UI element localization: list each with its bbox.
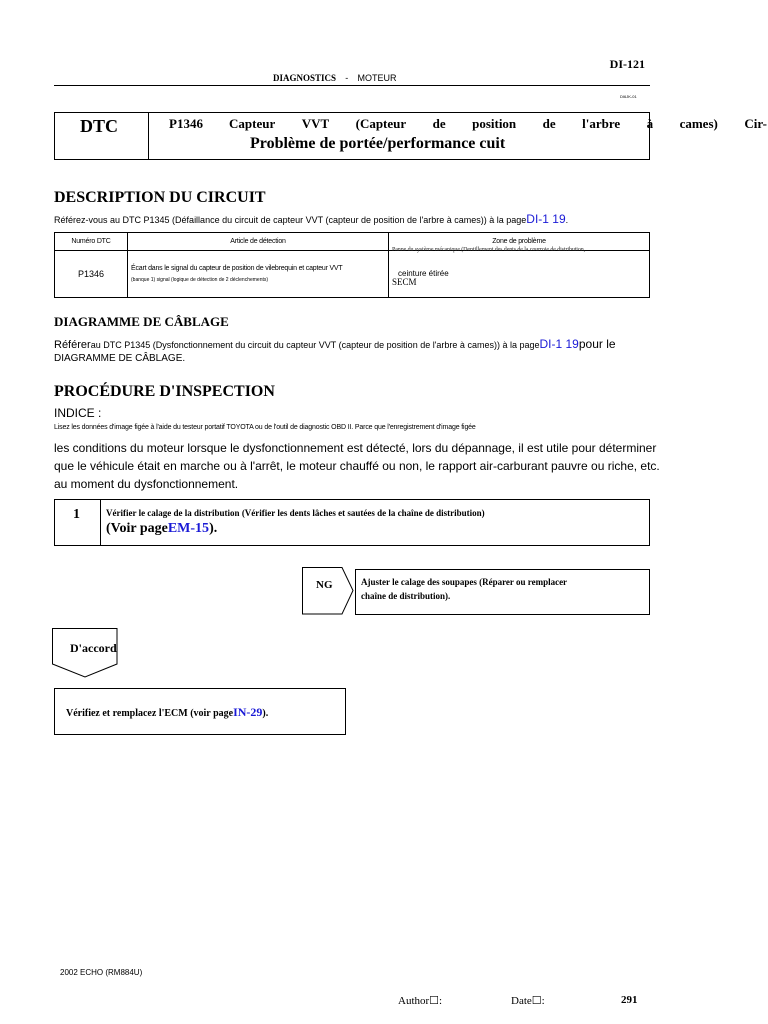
indice-label: INDICE : [54,406,102,420]
step1-link[interactable]: EM-15 [167,521,210,536]
paragraph-line: les conditions du moteur lorsque le dysfonctionnement est détecté, lors du dépannage, il est utile pour déterminer [54,441,657,455]
final-suffix: ). [262,708,269,719]
table-header: Zone de problème [389,233,650,251]
step1-line1: Vérifier le calage de la distribution (Vérifier les dents lâches et sautées de la chaîne de distribution) [106,508,485,518]
final-prefix: Vérifiez et remplacez l'ECM (voir page [66,708,234,719]
indice-small-note: Lisez les données d'image figée à l'aide du testeur portatif TOYOTA ou de l'outil de diagnostic OBD II. Parce que l'enregistrement d'image figée [54,424,476,431]
final-link[interactable]: IN-29 [233,705,263,719]
zone-line1: Panne du système mécanique (Dentillement des dents de la courroie de distribution, [392,247,586,253]
inspection-heading: PROCÉDURE D'INSPECTION [54,383,275,400]
ng-action-line2: chaîne de distribution). [361,591,451,601]
ok-label: D'accord [70,641,117,655]
wiring-text-start: Référer [54,339,91,351]
paragraph-line: au moment du dysfonctionnement. [54,477,239,491]
detection-line1: Écart dans le signal du capteur de position de vilebrequin et capteur VVT [131,265,343,272]
table-row [55,251,650,298]
step1-suffix: ). [209,521,218,536]
ng-action-line1: Ajuster le calage des soupapes (Réparer ou remplacer [361,577,568,587]
dtc-code: P1346 [169,116,203,131]
dtc-title-word: l'arbre [582,116,621,131]
circuit-heading: DESCRIPTION DU CIRCUIT [54,189,266,206]
page-code: DI-121 [609,57,645,71]
step1-line2 [106,521,217,537]
dtc-divider [148,112,149,160]
footer-date: Date☐: [511,995,545,1007]
footer-page-number: 291 [621,994,638,1006]
table-cell-detection [128,251,389,298]
dtc-title-word: Cir- [744,116,767,131]
footer-author: Author☐: [398,995,443,1007]
ng-arrow-shape [302,567,354,615]
dtc-title-word: cames) [679,116,718,131]
circuit-ref-text: Référez-vous au DTC P1345 (Défaillance du circuit de capteur VVT (capteur de position de l'arbre à cames)) à la page [54,215,527,225]
zone-line3: SECM [392,277,417,287]
dtc-label: DTC [80,116,119,136]
table-cell-zone [389,247,650,298]
wiring-line2: DIAGRAMME DE CÂBLAGE. [54,353,186,364]
step1-number: 1 [73,507,80,522]
paragraph-line: que le véhicule était en marche ou à l'arrêt, le moteur chauffé ou non, le rapport air-carburant pauvre ou riche, etc. [54,459,660,473]
wiring-ref-link[interactable]: DI-1 19 [539,337,579,351]
step1-divider [100,499,101,546]
wiring-reference [54,337,616,351]
header-rule [54,85,650,86]
dtc-title-line2: Problème de portée/performance cuit [250,135,506,152]
dtc-title-line1 [229,116,767,132]
table-cell-code: P1346 [55,251,128,298]
dtc-title-word: VVT [301,116,330,131]
wiring-text-mid: au DTC P1345 (Dysfonctionnement du circuit du capteur VVT (capteur de position de l'arbre à cames)) à la page [90,340,540,350]
final-step-text [66,705,268,720]
wiring-heading: DIAGRAMME DE CÂBLAGE [54,314,229,329]
section-label: DIAGNOSTICS [273,73,337,83]
step1-voir: (Voir page [106,521,168,536]
indice-paragraph [54,439,660,493]
header-separator: - [345,73,349,83]
footer-model: 2002 ECHO (RM884U) [60,968,143,977]
detection-line2: (banque 1) signal (logique de détection de 2 déclenchements) [131,277,269,283]
doc-small-code: DI6JK-01 [620,94,637,99]
dtc-title-word: position [472,116,517,131]
dtc-title-word: à [646,116,654,131]
circuit-reference [54,212,568,226]
circuit-ref-end: . [565,215,569,225]
circuit-ref-link[interactable]: DI-1 19 [526,212,566,226]
dtc-title-word: de [432,116,446,131]
dtc-table [54,232,650,298]
dtc-title-word: Capteur [229,116,276,131]
zone-line2: ceinture étirée [398,269,449,278]
table-header: Article de détection [128,233,389,251]
subsection-label: MOTEUR [357,73,397,83]
ng-label: NG [316,579,333,591]
dtc-title-word: (Capteur [355,116,407,131]
dtc-title-word: de [542,116,556,131]
table-header: Numéro DTC [55,233,128,251]
wiring-text-after: pour le [578,337,616,351]
header-section [273,73,397,83]
